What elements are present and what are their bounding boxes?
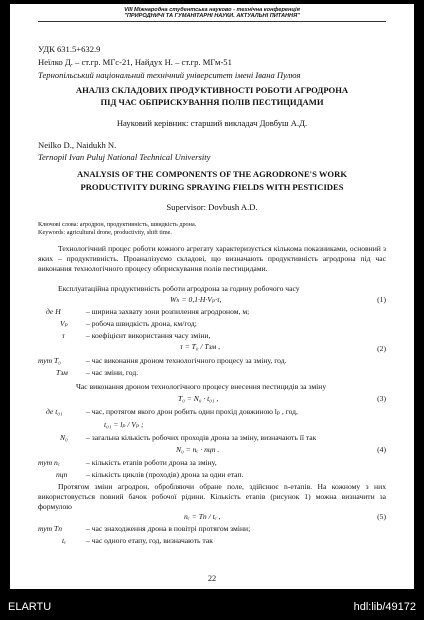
repository-name: ELARTU: [8, 601, 52, 613]
conference-header-line1: VIII Міжнародна студентська науково - технічна конференція: [124, 7, 300, 13]
paper-page: [10, 4, 414, 589]
keywords-en: Keywords: agricultural drone, productivity, shift time.: [38, 229, 172, 236]
equation-3: T₀ = N₀ · t₀₁ ,: [178, 394, 219, 403]
equation-t01: t₀₁ = lₚ / Vₚ ;: [104, 420, 144, 429]
equation-1-number: (1): [377, 295, 386, 304]
ne-symbol: тут nₑ: [38, 458, 60, 467]
ne-text: – кількість етапів роботи дрона за зміну,: [86, 458, 217, 467]
tau-symbol: τ: [62, 331, 65, 340]
t0-symbol: тут T₀: [38, 356, 61, 365]
authors-en: Neilko D., Naidukh N.: [38, 140, 117, 150]
udk-code: УДК 631.5+632.9: [38, 44, 101, 54]
where-h-symbol: де H: [46, 307, 61, 316]
affiliation-ua: Тернопільський національний технічний університет імені Івана Пулюя: [38, 70, 301, 80]
affiliation-en: Ternopil Ivan Puluj National Technical University: [38, 152, 211, 162]
title-en-line2: PRODUCTIVITY DURING SPRAYING FIELDS WITH PESTICIDES: [80, 182, 344, 192]
supervisor-en: Supervisor: Dovbush A.D.: [166, 202, 258, 212]
equation-2-number: (2): [377, 344, 386, 353]
nzp-symbol: nцп: [56, 470, 68, 479]
time-text: Час виконання дроном технологічного процесу внесення пестицидів за зміну: [76, 382, 327, 391]
n0-text: – загальна кількість робочих проходів дрона за зміну, визначають її так: [86, 433, 317, 442]
equation-4-number: (4): [377, 445, 386, 454]
keywords-ua: Ключові слова: агродрон, продуктивність, швидкість дрона.: [38, 221, 197, 228]
tzm-symbol: Tзм: [56, 368, 68, 377]
equation-1: Wₕ = 0,1·H·Vₚ·τ,: [170, 295, 222, 304]
stage-paragraph: Протягом зміни агродрон, обробляючи обране поле, здійснює n-етапів. На кожному з них використовується повний бачок робочої рідини. Кількість етапів (рисунок 1) можна визначити за формулою: [38, 482, 386, 511]
supervisor-ua: Науковий керівник: старший викладач Довбуш А.Д.: [116, 118, 308, 128]
repository-footer: [0, 589, 424, 620]
t01-symbol: де t₀₁: [46, 407, 63, 416]
tp-text: – час знаходження дрона в повітрі протягом зміни;: [86, 524, 251, 533]
equation-2: τ = T₀ / Tзм ,: [180, 342, 221, 351]
tzm-text: – час зміни, год.: [86, 368, 139, 377]
te-symbol: tₑ: [62, 536, 67, 545]
title-ua-line1: АНАЛІЗ СКЛАДОВИХ ПРОДУКТИВНОСТІ РОБОТИ АГРОДРОНА: [75, 85, 349, 95]
vp-text: – робоча швидкість дрона, км/год;: [86, 319, 197, 328]
conference-header-line2: "ПРИРОДНИЧІ ТА ГУМАНІТАРНІ НАУКИ. АКТУАЛЬНІ ПИТАННЯ": [124, 13, 300, 19]
te-text: – час одного етапу, год, визначають так: [86, 536, 213, 545]
equation-5-number: (5): [377, 512, 386, 521]
authors-ua: Неїлко Д. – ст.гр. МГс-21, Найдух Н. – ст.гр. МГм-51: [38, 57, 232, 67]
handle-link[interactable]: hdl:lib/49172: [353, 601, 416, 613]
page-number: 22: [207, 574, 217, 583]
tau-text: – коефіцієнт використання часу зміни,: [86, 331, 211, 340]
tp-symbol: тут Tп: [38, 524, 63, 533]
equation-5: nₑ = Tп / tₑ ,: [184, 512, 221, 521]
where-h-text: – ширина захвату зони розпилення агродроном, м;: [86, 307, 250, 316]
nzp-text: – кількість циклів (проходів) дрона за один етап.: [86, 470, 244, 479]
intro-paragraph: Технологічний процес роботи кожного агрегату характеризується кількома показниками, основний з яких – продуктивність. Проаналізуємо складові, що визначають продуктивність агродрона під час виконання технологічного процесу обприскування полів пестицидами.: [38, 244, 386, 273]
equation-4: N₀ = nₑ · nцп .: [176, 445, 220, 454]
equation-3-number: (3): [377, 394, 386, 403]
exploitation-text: Експлуатаційна продуктивність роботи агродрона за годину робочого часу: [58, 284, 300, 293]
t01-text: – час, протягом якого дрон робить один прохід довжиною lₚ , год,: [86, 407, 298, 416]
title-en-line1: ANALYSIS OF THE COMPONENTS OF THE AGRODRONE'S WORK: [76, 169, 348, 179]
t0-text: – час виконання дроном технологічного процесу за зміну, год.: [86, 356, 287, 365]
title-ua-line2: ПІД ЧАС ОБПРИСКУВАННЯ ПОЛІВ ПЕСТИЦИДАМИ: [100, 97, 324, 107]
header-rule: [38, 21, 386, 22]
vp-symbol: Vₚ: [60, 319, 68, 328]
n0-symbol: N₀: [60, 433, 68, 442]
